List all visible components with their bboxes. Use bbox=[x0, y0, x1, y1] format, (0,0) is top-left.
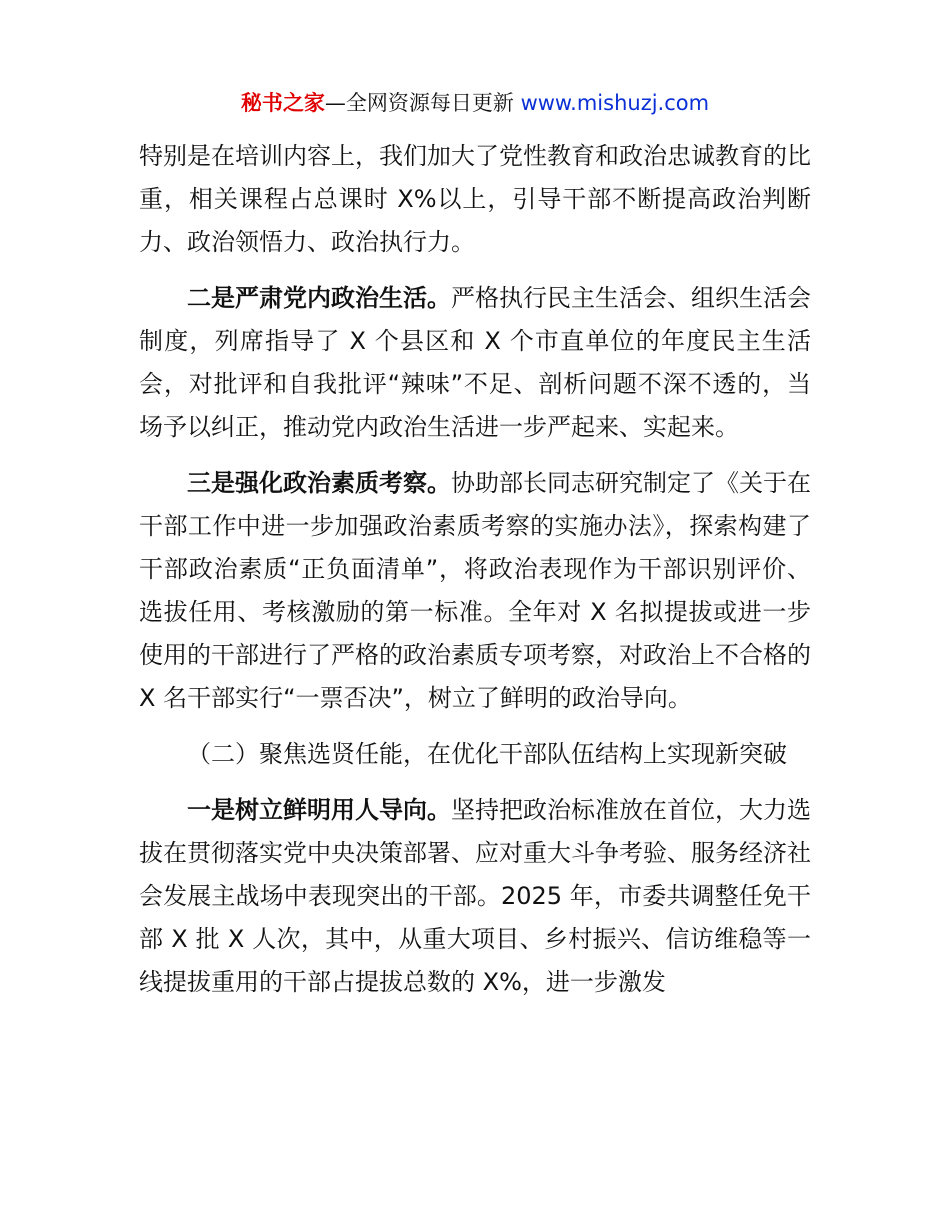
paragraph-lead: 一是树立鲜明用人导向。 bbox=[187, 796, 451, 824]
paragraph-item-2 bbox=[139, 277, 811, 449]
paragraph-continuation bbox=[139, 135, 811, 264]
section-heading-text: （二）聚焦选贤任能，在优化干部队伍结构上实现新突破 bbox=[187, 740, 787, 768]
section-heading bbox=[139, 733, 811, 776]
paragraph-text: 特别是在培训内容上，我们加大了党性教育和政治忠诚教育的比重，相关课程占总课时 X%以上，引导干部不断提高政治判断力、政治领悟力、政治执行力。 bbox=[139, 142, 811, 256]
paragraph-item-1 bbox=[139, 789, 811, 1004]
page-header bbox=[0, 88, 950, 118]
paragraph-lead: 三是强化政治素质考察。 bbox=[187, 469, 451, 497]
paragraph-item-3 bbox=[139, 462, 811, 720]
paragraph-text: 坚持把政治标准放在首位，大力选拔在贯彻落实党中央决策部署、应对重大斗争考验、服务经济社会发展主战场中表现突出的干部。2025 年，市委共调整任免干部 X 批 X 人次，其中，从重大项目、乡村振兴、信访维稳等一线提拔重用的干部占提拔总数的 X%，进一步激发 bbox=[139, 796, 811, 996]
paragraph-text: 严格执行民主生活会、组织生活会制度，列席指导了 X 个县区和 X 个市直单位的年度民主生活会，对批评和自我批评“辣味”不足、剖析问题不深不透的，当场予以纠正，推动党内政治生活进一步严起来、实起来。 bbox=[139, 284, 811, 441]
website-link[interactable]: www.mishuzj.com bbox=[520, 91, 710, 115]
brand-name: 秘书之家 bbox=[240, 91, 325, 115]
document-body bbox=[139, 135, 811, 1017]
header-tagline: —全网资源每日更新 bbox=[324, 91, 521, 115]
paragraph-lead: 二是严肃党内政治生活。 bbox=[187, 284, 451, 312]
paragraph-text: 协助部长同志研究制定了《关于在干部工作中进一步加强政治素质考察的实施办法》，探索构建了干部政治素质“正负面清单”，将政治表现作为干部识别评价、选拔任用、考核激励的第一标准。全年对 X 名拟提拔或进一步使用的干部进行了严格的政治素质专项考察，对政治上不合格的 X 名干部实行“一票否决”，树立了鲜明的政治导向。 bbox=[139, 469, 811, 712]
